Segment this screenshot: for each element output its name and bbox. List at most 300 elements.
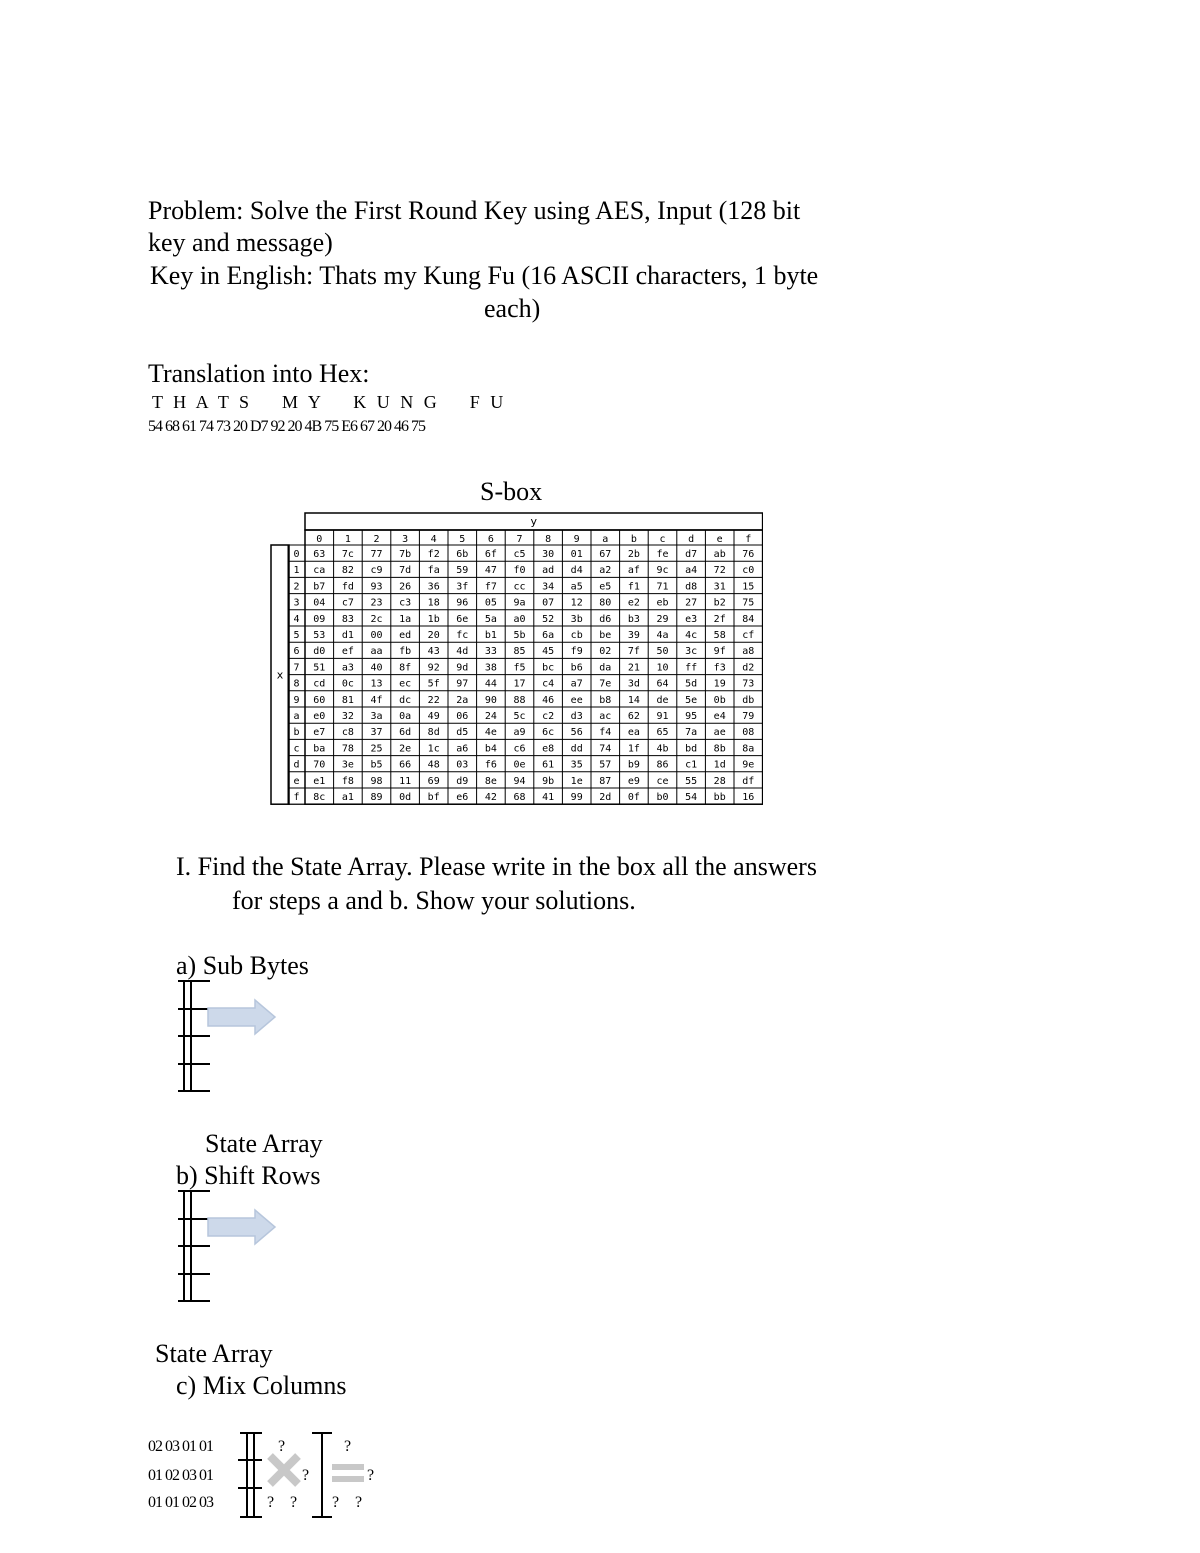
sbox-cell: 5c — [513, 711, 526, 722]
sbox-cell: 01 — [570, 549, 583, 560]
sbox-cell: fd — [341, 581, 354, 593]
sbox-cell: 34 — [542, 581, 555, 593]
sbox-cell: b0 — [656, 792, 669, 803]
step-c-label: c) Mix Columns — [176, 1371, 347, 1400]
sbox-cell: 38 — [484, 662, 497, 674]
sbox-cell: 83 — [341, 613, 354, 625]
sbox-cell: f4 — [599, 727, 612, 739]
sbox-cell: ab — [713, 549, 726, 560]
sbox-cell: 15 — [742, 581, 755, 593]
sbox-cell: 82 — [341, 565, 354, 577]
sbox-row-header: 7 — [293, 662, 300, 674]
unknown-value: ? — [267, 1494, 275, 1511]
sbox-cell: b7 — [313, 581, 326, 593]
sbox-cell: db — [742, 694, 755, 706]
sbox-cell: d3 — [570, 711, 583, 722]
sbox-cell: 0d — [399, 792, 412, 803]
step-a-label: a) Sub Bytes — [176, 951, 309, 980]
sbox-cell: 0b — [713, 694, 726, 706]
sbox-cell: b1 — [484, 630, 497, 641]
sbox-cell: 14 — [627, 694, 640, 706]
sbox-cell: 00 — [370, 630, 383, 641]
sbox-cell: 97 — [456, 678, 469, 690]
sbox-cell: 6f — [484, 549, 497, 560]
sbox-cell: 27 — [685, 597, 698, 609]
sbox-cell: e9 — [627, 775, 640, 787]
sbox-cell: 7f — [627, 646, 640, 658]
sbox-cell: 53 — [313, 630, 326, 641]
sbox-cell: 03 — [456, 759, 469, 771]
sbox-cell: c9 — [370, 565, 383, 577]
sbox-cell: ad — [542, 565, 555, 577]
sbox-cell: 23 — [370, 597, 383, 609]
sbox-cell: 2a — [456, 694, 469, 706]
sbox-cell: 92 — [427, 662, 440, 674]
sbox-cell: eb — [656, 597, 669, 609]
sbox-cell: 68 — [513, 792, 526, 803]
sbox-cell: e1 — [313, 775, 326, 787]
instructions-line-1: I. Find the State Array. Please write in the box all the answers — [176, 852, 817, 881]
sbox-cell: d7 — [685, 549, 698, 560]
sbox-cell: 30 — [542, 549, 555, 560]
sbox-cell: 22 — [427, 694, 440, 706]
sbox-cell: 40 — [370, 662, 383, 674]
sbox-cell: 61 — [542, 759, 555, 771]
sbox-cell: e3 — [685, 613, 698, 625]
sbox-cell: e2 — [627, 597, 640, 609]
sbox-cell: dc — [399, 694, 412, 706]
shiftrows-input-box[interactable] — [178, 1190, 212, 1302]
sbox-cell: 07 — [542, 597, 555, 609]
sbox-cell: fc — [456, 630, 469, 641]
sbox-cell: df — [742, 775, 755, 787]
sbox-cell: 94 — [513, 775, 526, 787]
sbox-cell: 96 — [456, 597, 469, 609]
sbox-cell: 63 — [313, 549, 326, 560]
sbox-cell: af — [627, 565, 640, 577]
sbox-cell: be — [599, 630, 612, 641]
problem-line-3: Key in English: Thats my Kung Fu (16 ASCII characters, 1 byte — [150, 261, 819, 290]
sbox-cell: 7b — [399, 549, 412, 560]
sbox-cell: c1 — [685, 759, 698, 771]
sbox-cell: b4 — [484, 743, 497, 755]
sbox-cell: 8b — [713, 743, 726, 755]
sbox-cell: 89 — [370, 792, 383, 803]
sbox-cell: 1e — [570, 775, 583, 787]
sbox-cell: 73 — [742, 678, 755, 690]
sbox-cell: 86 — [656, 759, 669, 771]
sbox-cell: 16 — [742, 792, 755, 803]
sbox-cell: 9f — [713, 646, 726, 658]
sbox-cell: aa — [370, 646, 383, 658]
sbox-cell: c7 — [341, 597, 354, 609]
sbox-cell: d8 — [685, 581, 698, 593]
sbox-cell: 44 — [484, 678, 497, 690]
sbox-col-header: a — [602, 534, 609, 545]
sbox-cell: ef — [341, 646, 354, 658]
sbox-cell: 32 — [341, 711, 354, 722]
sbox-cell: 29 — [656, 613, 669, 625]
sbox-cell: f0 — [513, 565, 526, 577]
sbox-cell: 26 — [399, 581, 412, 593]
sbox-row-header: 5 — [293, 630, 300, 641]
sbox-row-header: b — [293, 727, 300, 739]
sbox-cell: f9 — [570, 646, 583, 658]
sbox-cell: 60 — [313, 694, 326, 706]
sbox-cell: 99 — [570, 792, 583, 803]
sbox-cell: 7e — [599, 678, 612, 690]
sbox-cell: 18 — [427, 597, 440, 609]
sbox-cell: 6d — [399, 727, 412, 739]
sbox-cell: bc — [542, 662, 555, 674]
sbox-cell: 62 — [627, 711, 640, 722]
sbox-cell: ec — [399, 678, 412, 690]
sbox-cell: f5 — [513, 662, 526, 674]
sbox-cell: c5 — [513, 549, 526, 560]
sbox-cell: 31 — [713, 581, 726, 593]
sbox-cell: 79 — [742, 711, 755, 722]
sbox-cell: 06 — [456, 711, 469, 722]
step-b-state-label: State Array — [155, 1339, 273, 1368]
sbox-row-header: 2 — [293, 581, 300, 593]
sbox-cell: 47 — [484, 565, 497, 577]
sbox-cell: d9 — [456, 775, 469, 787]
sbox-row-header: a — [293, 711, 300, 722]
sbox-col-header: 5 — [459, 534, 466, 545]
sbox-cell: 52 — [542, 613, 555, 625]
unknown-value: ? — [344, 1438, 352, 1455]
sbox-cell: 4c — [685, 630, 698, 641]
sbox-col-header: b — [630, 534, 637, 545]
sbox-col-header: f — [745, 534, 752, 545]
sbox-cell: c4 — [542, 678, 555, 690]
sbox-cell: 88 — [513, 694, 526, 706]
sbox-cell: 9a — [513, 597, 526, 609]
sbox-cell: c0 — [742, 565, 755, 577]
sbox-cell: 98 — [370, 775, 383, 787]
sbox-cell: 10 — [656, 662, 669, 674]
sbox-cell: 64 — [656, 678, 669, 690]
sbox-cell: 7a — [685, 727, 698, 739]
sbox-cell: 57 — [599, 759, 612, 771]
sbox-row-header: 8 — [293, 678, 300, 690]
sbox-cell: 24 — [484, 711, 497, 722]
sbox-cell: 1f — [627, 743, 640, 755]
sbox-cell: ff — [685, 662, 698, 674]
sbox-cell: 4f — [370, 694, 383, 706]
sbox-cell: 35 — [570, 759, 583, 771]
sbox-cell: a7 — [570, 678, 583, 690]
sbox-cell: b5 — [370, 759, 383, 771]
sbox-row-header: 9 — [293, 694, 300, 706]
sbox-cell: 25 — [370, 743, 383, 755]
sbox-cell: d2 — [742, 662, 755, 674]
sbox-col-header: c — [659, 534, 666, 545]
sbox-cell: 69 — [427, 775, 440, 787]
instructions-line-2: for steps a and b. Show your solutions. — [232, 886, 636, 915]
sbox-col-header: 4 — [430, 534, 437, 545]
sbox-cell: 76 — [742, 549, 755, 560]
sbox-cell: fe — [656, 549, 669, 560]
sbox-cell: 08 — [742, 727, 755, 739]
sbox-cell: 02 — [599, 646, 612, 658]
sbox-cell: a4 — [685, 565, 698, 577]
sbox-row-header: 4 — [293, 613, 300, 625]
sbox-cell: cf — [742, 630, 755, 641]
sbox-cell: 5b — [513, 630, 526, 641]
sbox-cell: 50 — [656, 646, 669, 658]
sbox-cell: ca — [313, 565, 326, 577]
sbox-cell: 6c — [542, 727, 555, 739]
sbox-cell: 04 — [313, 597, 326, 609]
sbox-cell: f1 — [627, 581, 640, 593]
sbox-col-header: 7 — [516, 534, 523, 545]
sbox-cell: 87 — [599, 775, 612, 787]
sbox-row-header: c — [293, 743, 300, 755]
sbox-cell: 48 — [427, 759, 440, 771]
sbox-cell: 9d — [456, 662, 469, 674]
sbox-cell: 5f — [427, 678, 440, 690]
sbox-cell: 7c — [341, 549, 354, 560]
sbox-cell: a1 — [341, 792, 354, 803]
sbox-cell: 12 — [570, 597, 583, 609]
sbox-cell: 5e — [685, 694, 698, 706]
sbox-col-header: 8 — [545, 534, 552, 545]
sbox-cell: 3a — [370, 711, 383, 722]
unknown-value: ? — [290, 1494, 298, 1511]
sbox-cell: 3c — [685, 646, 698, 658]
unknown-value: ? — [278, 1438, 286, 1455]
sbox-cell: 0f — [627, 792, 640, 803]
sbox-cell: 4d — [456, 646, 469, 658]
sbox-x-label: x — [276, 668, 284, 682]
sbox-cell: ee — [570, 694, 583, 706]
subbytes-input-box[interactable] — [178, 980, 212, 1092]
sbox-cell: d0 — [313, 646, 326, 658]
sbox-cell: d6 — [599, 613, 612, 625]
sbox-cell: cd — [313, 678, 326, 690]
multiply-icon — [264, 1450, 304, 1490]
sbox-cell: 0c — [341, 678, 354, 690]
sbox-cell: a3 — [341, 662, 354, 674]
sbox-cell: ce — [656, 775, 669, 787]
sbox-cell: 75 — [742, 597, 755, 609]
sbox-cell: 8c — [313, 792, 326, 803]
sbox-cell: 2b — [627, 549, 640, 560]
sbox-cell: 72 — [713, 565, 726, 577]
sbox-cell: 41 — [542, 792, 555, 803]
sbox-cell: de — [656, 694, 669, 706]
sbox-cell: bb — [713, 792, 726, 803]
sbox-cell: 55 — [685, 775, 698, 787]
translation-hex: 54 68 61 74 73 20 D7 92 20 4B 75 E6 67 20 46 75 — [148, 418, 425, 435]
sbox-cell: 8d — [427, 727, 440, 739]
sbox-cell: bf — [427, 792, 440, 803]
sbox-cell: e5 — [599, 581, 612, 593]
sbox-col-header: d — [688, 534, 695, 545]
sbox-cell: 74 — [599, 743, 612, 755]
sbox-cell: f6 — [484, 759, 497, 771]
sbox-cell: 1d — [713, 759, 726, 771]
sbox-cell: 67 — [599, 549, 612, 560]
sbox-cell: 17 — [513, 678, 526, 690]
sbox-table — [270, 512, 763, 809]
sbox-cell: ba — [313, 743, 326, 755]
sbox-cell: 11 — [399, 775, 412, 787]
sbox-cell: 80 — [599, 597, 612, 609]
sbox-col-header: e — [716, 534, 723, 545]
sbox-cell: 56 — [570, 727, 583, 739]
sbox-cell: 58 — [713, 630, 726, 641]
sbox-cell: ea — [627, 727, 640, 739]
sbox-row-header: 6 — [293, 646, 300, 658]
sbox-cell: 05 — [484, 597, 497, 609]
sbox-cell: 71 — [656, 581, 669, 593]
sbox-cell: 4b — [656, 743, 669, 755]
sbox-cell: 0e — [513, 759, 526, 771]
sbox-cell: c6 — [513, 743, 526, 755]
sbox-cell: b6 — [570, 662, 583, 674]
sbox-cell: 21 — [627, 662, 640, 674]
sbox-cell: 13 — [370, 678, 383, 690]
sbox-cell: e7 — [313, 727, 326, 739]
subbytes-arrow-icon — [207, 998, 277, 1036]
sbox-cell: 2d — [599, 792, 612, 803]
sbox-cell: b2 — [713, 597, 726, 609]
sbox-cell: 65 — [656, 727, 669, 739]
sbox-cell: b8 — [599, 694, 612, 706]
sbox-cell: 59 — [456, 565, 469, 577]
sbox-cell: 51 — [313, 662, 326, 674]
translation-heading: Translation into Hex: — [148, 359, 370, 388]
sbox-cell: a6 — [456, 743, 469, 755]
sbox-cell: 49 — [427, 711, 440, 722]
problem-line-4: each) — [484, 294, 541, 323]
sbox-col-header: 9 — [573, 534, 580, 545]
sbox-cell: f2 — [427, 549, 440, 560]
sbox-cell: e8 — [542, 743, 555, 755]
sbox-cell: 9c — [656, 565, 669, 577]
sbox-cell: fb — [399, 646, 412, 658]
sbox-cell: 36 — [427, 581, 440, 593]
sbox-cell: 8e — [484, 775, 497, 787]
problem-line-1: Problem: Solve the First Round Key using AES, Input (128 bit — [148, 196, 801, 225]
sbox-cell: 8f — [399, 662, 412, 674]
sbox-cell: f3 — [713, 662, 726, 674]
sbox-row-header: 1 — [293, 565, 300, 577]
sbox-cell: cc — [513, 581, 526, 593]
sbox-cell: 20 — [427, 630, 440, 641]
sbox-col-header: 2 — [373, 534, 380, 545]
sbox-cell: 2c — [370, 613, 383, 625]
sbox-cell: 70 — [313, 759, 326, 771]
sbox-cell: 1b — [427, 613, 440, 625]
sbox-cell: 91 — [656, 711, 669, 722]
sbox-cell: f7 — [484, 581, 497, 593]
sbox-cell: 3b — [570, 613, 583, 625]
sbox-cell: 8a — [742, 743, 755, 755]
sbox-cell: 66 — [399, 759, 412, 771]
shiftrows-arrow-icon — [207, 1208, 277, 1246]
sbox-cell: ac — [599, 711, 612, 722]
sbox-cell: 5a — [484, 613, 497, 625]
sbox-cell: a2 — [599, 565, 612, 577]
sbox-cell: d1 — [341, 630, 354, 641]
sbox-cell: 9b — [542, 775, 555, 787]
sbox-cell: a9 — [513, 727, 526, 739]
sbox-cell: 1c — [427, 743, 440, 755]
step-a-state-label: State Array — [205, 1129, 323, 1158]
sbox-cell: 95 — [685, 711, 698, 722]
sbox-cell: a5 — [570, 581, 583, 593]
sbox-row-header: d — [293, 759, 300, 771]
sbox-cell: b9 — [627, 759, 640, 771]
sbox-cell: 3e — [341, 759, 354, 771]
sbox-cell: 7d — [399, 565, 412, 577]
sbox-cell: 1a — [399, 613, 412, 625]
sbox-cell: 09 — [313, 613, 326, 625]
sbox-cell: e6 — [456, 792, 469, 803]
sbox-row-header: f — [293, 792, 300, 803]
mix-matrix-row-3: 01 01 02 03 — [148, 1494, 213, 1511]
sbox-cell: d4 — [570, 565, 583, 577]
sbox-cell: 45 — [542, 646, 555, 658]
sbox-col-header: 0 — [316, 534, 323, 545]
sbox-cell: fa — [427, 565, 440, 577]
sbox-cell: 85 — [513, 646, 526, 658]
unknown-value: ? — [302, 1467, 310, 1484]
sbox-cell: cb — [570, 630, 583, 641]
sbox-cell: 43 — [427, 646, 440, 658]
unknown-value: ? — [355, 1494, 363, 1511]
sbox-cell: 84 — [742, 613, 755, 625]
sbox-col-header: 3 — [402, 534, 409, 545]
sbox-cell: a0 — [513, 613, 526, 625]
sbox-col-header: 6 — [487, 534, 494, 545]
sbox-cell: 6b — [456, 549, 469, 560]
sbox-row-header: e — [293, 775, 300, 787]
sbox-cell: b3 — [627, 613, 640, 625]
sbox-cell: 2e — [399, 743, 412, 755]
sbox-cell: da — [599, 662, 612, 674]
sbox-cell: 3f — [456, 581, 469, 593]
mix-matrix-row-1: 02 03 01 01 — [148, 1438, 213, 1455]
sbox-cell: e0 — [313, 711, 326, 722]
sbox-cell: a8 — [742, 646, 755, 658]
sbox-row-header: 3 — [293, 597, 300, 609]
translation-letters: T H A T S M Y K U N G F U — [152, 392, 507, 412]
mix-state-column-box[interactable] — [238, 1432, 264, 1518]
sbox-cell: 3d — [627, 678, 640, 690]
sbox-cell: 37 — [370, 727, 383, 739]
sbox-cell: 6e — [456, 613, 469, 625]
sbox-cell: 28 — [713, 775, 726, 787]
sbox-cell: f8 — [341, 775, 354, 787]
step-b-label: b) Shift Rows — [176, 1161, 321, 1190]
sbox-cell: 0a — [399, 711, 412, 722]
sbox-cell: 54 — [685, 792, 698, 803]
sbox-cell: 90 — [484, 694, 497, 706]
sbox-cell: e4 — [713, 711, 726, 722]
unknown-value: ? — [367, 1467, 375, 1484]
sbox-cell: 77 — [370, 549, 383, 560]
sbox-cell: 4e — [484, 727, 497, 739]
sbox-cell: c8 — [341, 727, 354, 739]
sbox-cell: 93 — [370, 581, 383, 593]
sbox-row-header: 0 — [293, 549, 300, 560]
sbox-cell: 81 — [341, 694, 354, 706]
sbox-title: S-box — [480, 477, 543, 506]
